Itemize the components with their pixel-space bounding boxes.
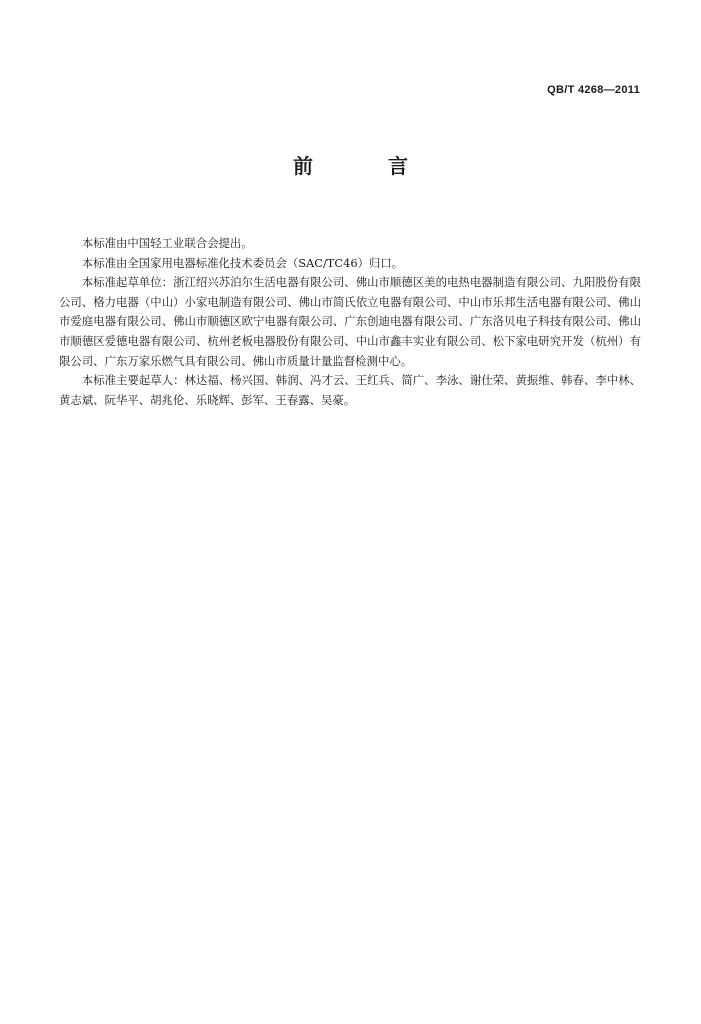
page-title: 前 言 [293,154,442,178]
paragraph-committee: 本标准由全国家用电器标准化技术委员会（SAC/TC46）归口。 [81,255,404,270]
paragraph-drafting-units: 本标准起草单位：浙江绍兴苏泊尔生活电器有限公司、佛山市顺德区美的电热电器制造有限公司、九阳股份有限公司、格力电器（中山）小家电制造有限公司、佛山市简氏依立电器有限公司、中山市乐邦生活电器有限公司、佛山市爱庭电器有限公司、佛山市顺德区欧宁电器有限公司、广东创迪电器有限公司、广东洛贝电子科技有限公司、佛山市顺德区爱德电器有限公司、杭州老板电器股份有限公司、中山市鑫丰实业有限公司、松下家电研究开发（杭州）有限公司、广东万家乐燃气具有限公司、佛山市质量计量监督检测中心。 [59,275,641,368]
standard-code: QB/T 4268—2011 [547,84,640,96]
foreword-body [59,234,641,410]
paragraph-drafters: 本标准主要起草人：林达福、杨兴国、韩润、冯才云、王红兵、简广、李泳、谢仕荣、黄振维、韩春、李中林、黄志斌、阮华平、胡兆伦、乐晓辉、彭军、王春露、吴豪。 [59,373,641,407]
paragraph-proposer: 本标准由中国轻工业联合会提出。 [81,236,253,250]
